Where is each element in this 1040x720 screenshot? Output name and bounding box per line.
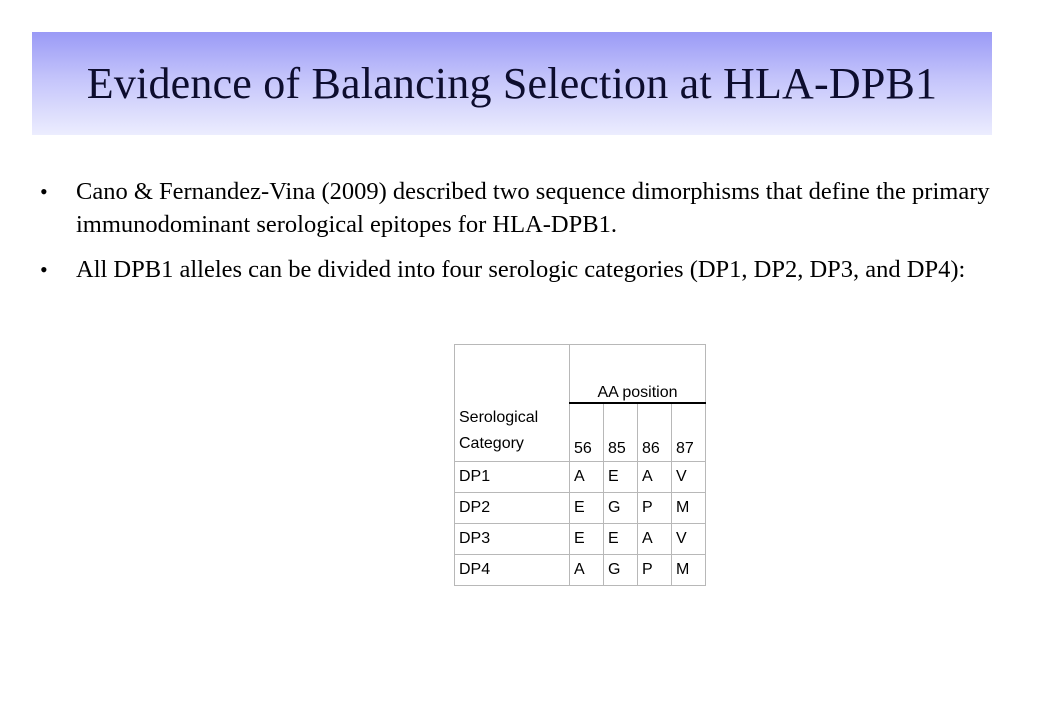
position-header: 56 xyxy=(570,403,604,462)
bullet-marker: • xyxy=(40,257,48,282)
residue-cell: M xyxy=(672,555,706,586)
table-row xyxy=(455,524,706,555)
category-cell: DP2 xyxy=(455,493,570,524)
position-header: 85 xyxy=(604,403,638,462)
residue-cell: E xyxy=(604,462,638,493)
bullet-list xyxy=(40,175,1000,298)
residue-cell: M xyxy=(672,493,706,524)
residue-cell: G xyxy=(604,493,638,524)
residue-cell: A xyxy=(570,555,604,586)
residue-cell: E xyxy=(570,493,604,524)
position-header: 87 xyxy=(672,403,706,462)
table-row xyxy=(455,462,706,493)
slide-title: Evidence of Balancing Selection at HLA-DPB1 xyxy=(86,59,938,108)
category-cell: DP4 xyxy=(455,555,570,586)
category-cell: DP1 xyxy=(455,462,570,493)
serological-category-header xyxy=(455,403,570,462)
bullet-text: Cano & Fernandez-Vina (2009) described two sequence dimorphisms that define the primary immunodominant serological epitopes for HLA-DPB1. xyxy=(76,178,990,238)
residue-cell: E xyxy=(570,524,604,555)
table-corner-cell xyxy=(455,345,570,404)
aa-position-header: AA position xyxy=(570,345,706,404)
category-header-line2: Category xyxy=(459,435,524,452)
residue-cell: P xyxy=(638,493,672,524)
table-row xyxy=(455,555,706,586)
position-header: 86 xyxy=(638,403,672,462)
bullet-item xyxy=(40,175,1004,241)
residue-cell: G xyxy=(604,555,638,586)
table-subheader-row xyxy=(455,403,706,462)
residue-cell: A xyxy=(570,462,604,493)
residue-cell: P xyxy=(638,555,672,586)
residue-cell: V xyxy=(672,462,706,493)
table-header-row xyxy=(455,345,706,404)
bullet-item xyxy=(40,253,1004,286)
residue-cell: V xyxy=(672,524,706,555)
residue-cell: E xyxy=(604,524,638,555)
residue-cell: A xyxy=(638,462,672,493)
category-header-line1: Serological xyxy=(459,409,539,426)
bullet-marker: • xyxy=(40,179,48,204)
category-cell: DP3 xyxy=(455,524,570,555)
table-row xyxy=(455,493,706,524)
residue-cell: A xyxy=(638,524,672,555)
serologic-category-table xyxy=(454,344,706,586)
bullet-text: All DPB1 alleles can be divided into four serologic categories (DP1, DP2, DP3, and DP4): xyxy=(76,256,966,283)
title-banner xyxy=(32,32,992,135)
